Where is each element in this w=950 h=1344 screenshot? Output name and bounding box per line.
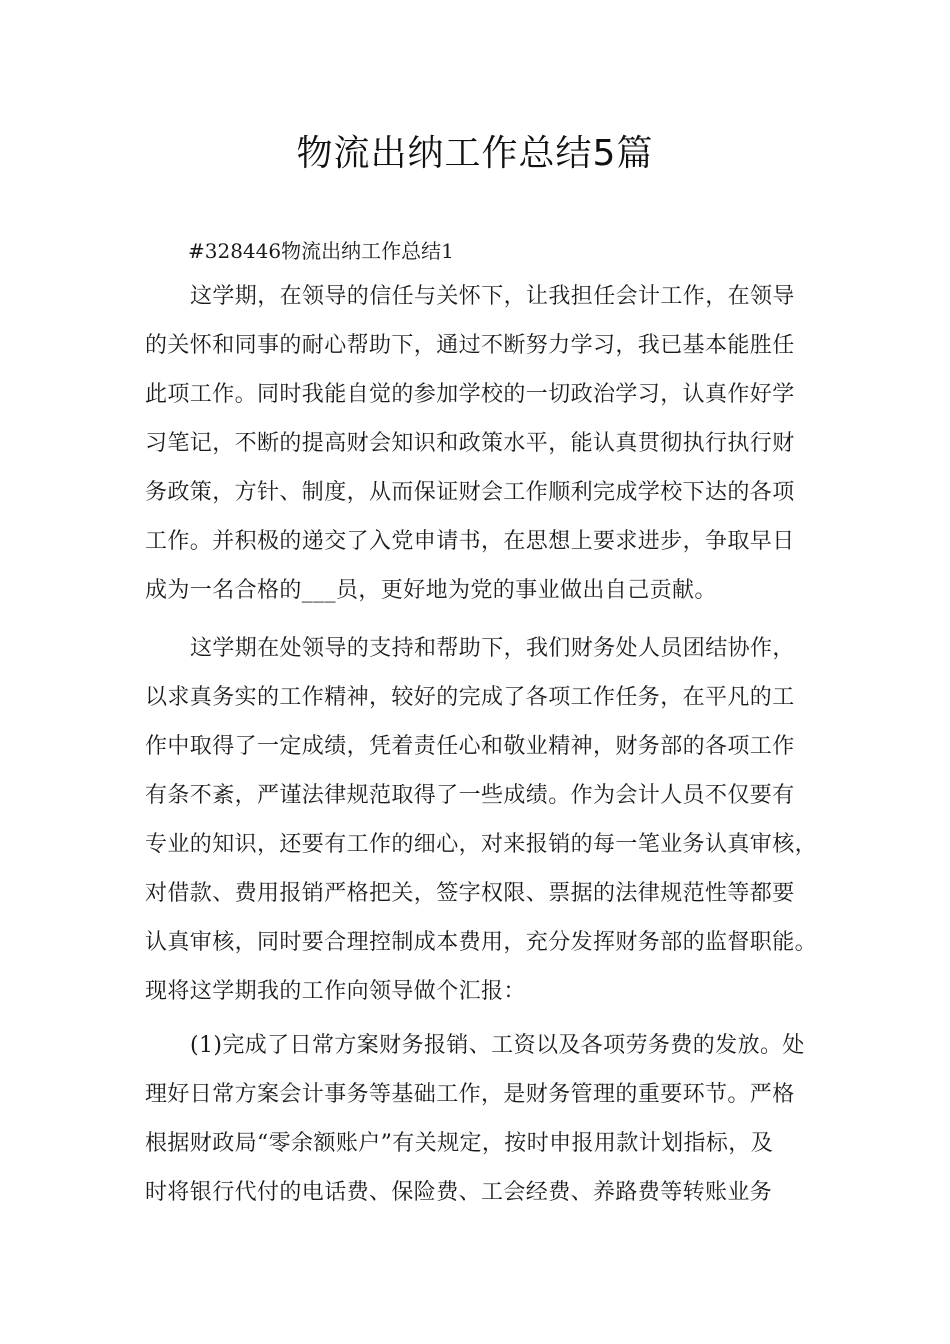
text-line: 此项工作。同时我能自觉的参加学校的一切政治学习，认真作好学 bbox=[145, 382, 795, 407]
text-line: 专业的知识，还要有工作的细心，对来报销的每一笔业务认真审核， bbox=[145, 832, 818, 857]
paragraph-2 bbox=[145, 624, 825, 1016]
text-line: 对借款、费用报销严格把关，签字权限、票据的法律规范性等都要 bbox=[145, 881, 795, 906]
paragraph-3 bbox=[145, 1021, 825, 1217]
text-line: 务政策，方针、制度，从而保证财会工作顺利完成学校下达的各项 bbox=[145, 480, 795, 505]
text-line: 成为一名合格的___员，更好地为党的事业做出自己贡献。 bbox=[145, 578, 717, 603]
text-line: 工作。并积极的递交了入党申请书，在思想上要求进步，争取早日 bbox=[145, 529, 795, 554]
text-line: 习笔记，不断的提高财会知识和政策水平，能认真贯彻执行执行财 bbox=[145, 431, 795, 456]
document-title: 物流出纳工作总结5篇 bbox=[296, 133, 654, 174]
text-line: 根据财政局“零余额账户”有关规定，按时申报用款计划指标，及 bbox=[145, 1131, 774, 1156]
paragraph-1 bbox=[145, 272, 825, 615]
text-line: 有条不紊，严谨法律规范取得了一些成绩。作为会计人员不仅要有 bbox=[145, 783, 795, 808]
text-line: 这学期，在领导的信任与关怀下，让我担任会计工作，在领导 bbox=[190, 284, 795, 309]
text-line: 这学期在处领导的支持和帮助下，我们财务处人员团结协作， bbox=[190, 636, 795, 661]
text-line: 理好日常方案会计事务等基础工作，是财务管理的重要环节。严格 bbox=[145, 1082, 795, 1107]
text-line: 时将银行代付的电话费、保险费、工会经费、养路费等转账业务 bbox=[145, 1180, 773, 1205]
text-line: 现将这学期我的工作向领导做个汇报： bbox=[145, 979, 526, 1004]
text-line: 的关怀和同事的耐心帮助下，通过不断努力学习，我已基本能胜任 bbox=[145, 333, 795, 358]
text-line: 以求真务实的工作精神，较好的完成了各项工作任务，在平凡的工 bbox=[145, 685, 795, 710]
text-line: 作中取得了一定成绩，凭着责任心和敬业精神，财务部的各项工作 bbox=[145, 734, 795, 759]
section-heading: #328446物流出纳工作总结1 bbox=[188, 239, 454, 263]
text-line: (1)完成了日常方案财务报销、工资以及各项劳务费的发放。处 bbox=[190, 1033, 805, 1058]
text-line: 认真审核，同时要合理控制成本费用，充分发挥财务部的监督职能。 bbox=[145, 930, 818, 955]
